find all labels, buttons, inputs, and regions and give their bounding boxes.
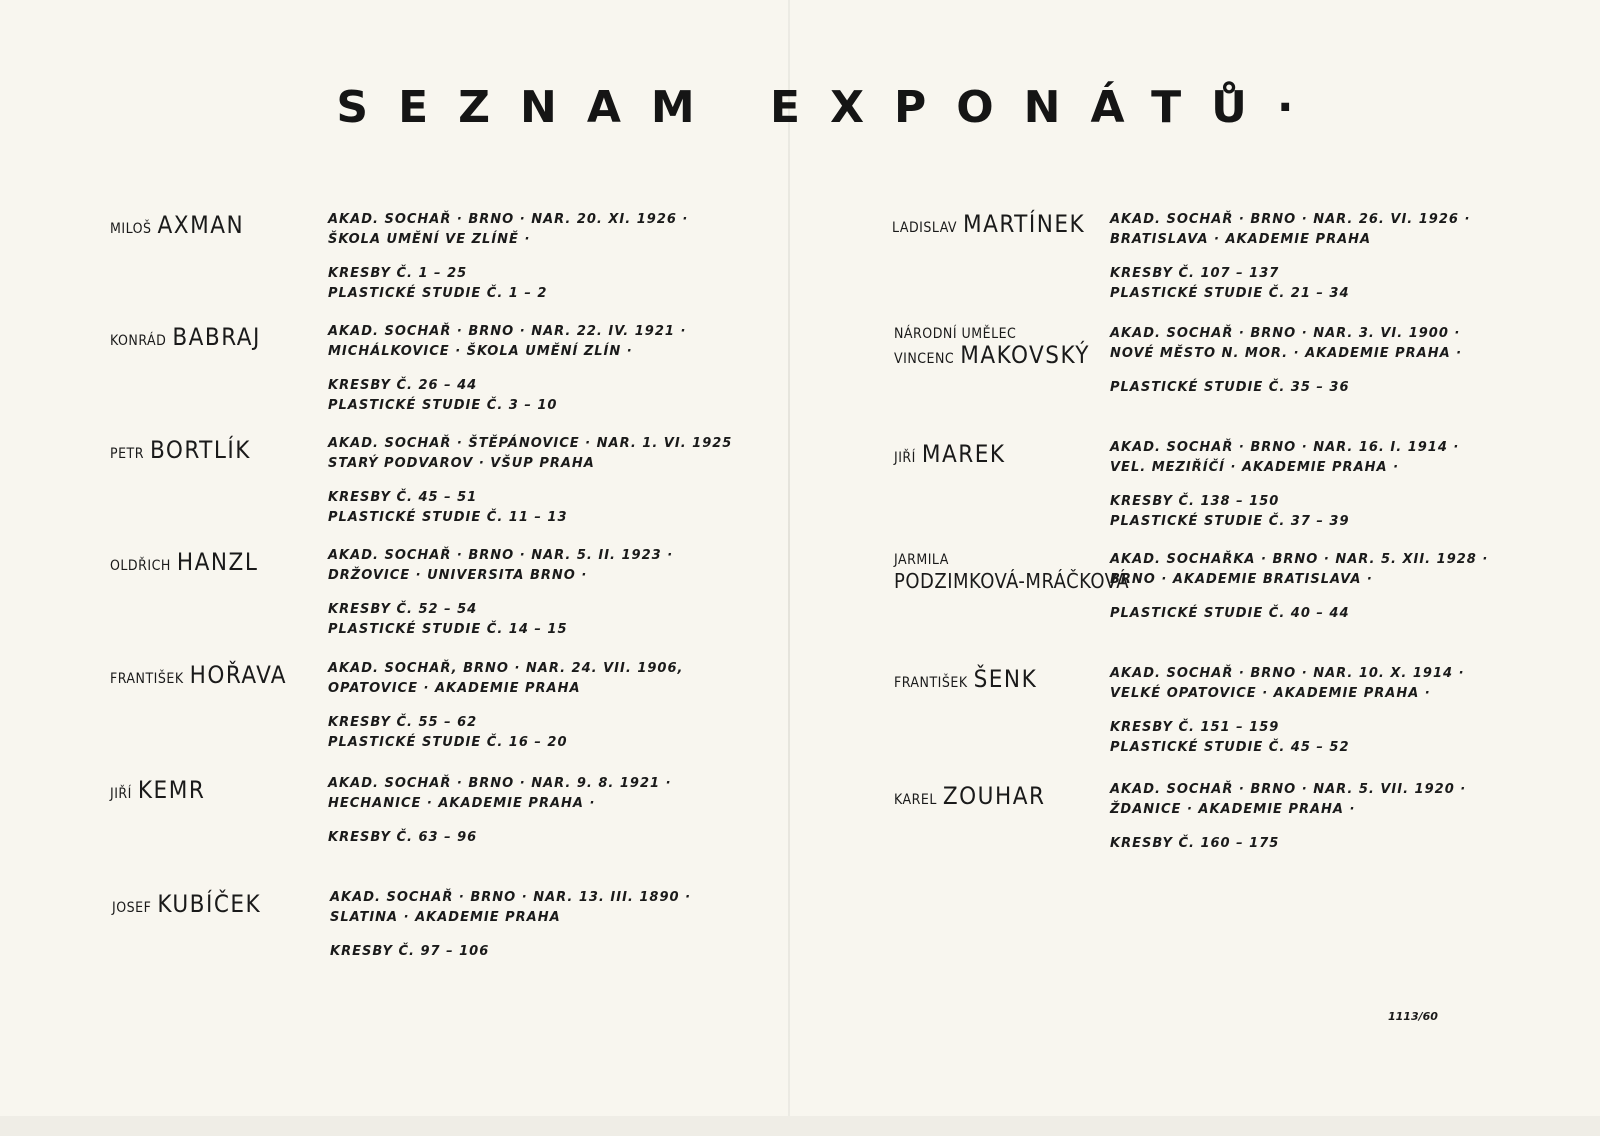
artist-details: AKAD. SOCHAŘ, BRNO · NAR. 24. VII. 1906, OPATOVICE · AKADEMIE PRAHA KRESBY Č. 55 – 62 PLASTICKÉ STUDIE Č. 16 – 20 <box>328 661 684 750</box>
artist-name: KAREL ZOUHAR <box>894 782 1046 810</box>
artist-name: OLDŘICH HANZL <box>110 548 259 576</box>
artist-details: AKAD. SOCHAŘ · BRNO · NAR. 22. IV. 1921 · MICHÁLKOVICE · ŠKOLA UMĚNÍ ZLÍN · KRESBY Č. 26 – 44 PLASTICKÉ STUDIE Č. 3 – 10 <box>328 324 687 413</box>
artist-name: FRANTIŠEK ŠENK <box>894 665 1038 693</box>
artist-details: AKAD. SOCHAŘ · ŠTĚPÁNOVICE · NAR. 1. VI. 1925 STARÝ PODVAROV · VŠUP PRAHA KRESBY Č. 45 – 51 PLASTICKÉ STUDIE Č. 11 – 13 <box>328 436 733 525</box>
print-reference: 1113/60 <box>1388 1010 1438 1023</box>
artist-details: AKAD. SOCHAŘ · BRNO · NAR. 5. VII. 1920 · ŽDANICE · AKADEMIE PRAHA · KRESBY Č. 160 – 175 <box>1110 782 1467 851</box>
artist-details: AKAD. SOCHAŘ · BRNO · NAR. 10. X. 1914 · VELKÉ OPATOVICE · AKADEMIE PRAHA · KRESBY Č. 151 – 159 PLASTICKÉ STUDIE Č. 45 – 52 <box>1110 666 1465 755</box>
bottom-edge <box>0 1116 1600 1136</box>
artist-details: AKAD. SOCHAŘKA · BRNO · NAR. 5. XII. 1928 · BRNO · AKADEMIE BRATISLAVA · PLASTICKÉ STUDIE Č. 40 – 44 <box>1110 552 1489 621</box>
artist-name: MILOŠ AXMAN <box>110 211 245 239</box>
artist-name: PETR BORTLÍK <box>110 436 251 464</box>
artist-details: AKAD. SOCHAŘ · BRNO · NAR. 9. 8. 1921 · HECHANICE · AKADEMIE PRAHA · KRESBY Č. 63 – 96 <box>328 776 672 845</box>
artist-name: LADISLAV MARTÍNEK <box>892 210 1086 238</box>
artist-name: NÁRODNÍ UMĚLEC VINCENC MAKOVSKÝ <box>894 326 1090 369</box>
artist-details: AKAD. SOCHAŘ · BRNO · NAR. 20. XI. 1926 · ŠKOLA UMĚNÍ VE ZLÍNĚ · KRESBY Č. 1 – 25 PLASTICKÉ STUDIE Č. 1 – 2 <box>328 212 689 301</box>
artist-name: JOSEF KUBÍČEK <box>112 890 262 918</box>
artist-details: AKAD. SOCHAŘ · BRNO · NAR. 16. I. 1914 · VEL. MEZIŘÍČÍ · AKADEMIE PRAHA · KRESBY Č. 138 – 150 PLASTICKÉ STUDIE Č. 37 – 39 <box>1110 440 1460 529</box>
artist-details: AKAD. SOCHAŘ · BRNO · NAR. 13. III. 1890 · SLATINA · AKADEMIE PRAHA KRESBY Č. 97 – 106 <box>330 890 692 959</box>
artist-name: JIŘÍ MAREK <box>894 440 1006 468</box>
page-title: SEZNAM EXPONÁTŮ· <box>336 82 1324 133</box>
artist-name: KONRÁD BABRAJ <box>110 323 261 351</box>
artist-name: JARMILA PODZIMKOVÁ-MRÁČKOVÁ <box>894 552 1129 593</box>
artist-name: JIŘÍ KEMR <box>110 776 206 804</box>
artist-details: AKAD. SOCHAŘ · BRNO · NAR. 26. VI. 1926 · BRATISLAVA · AKADEMIE PRAHA KRESBY Č. 107 – 137 PLASTICKÉ STUDIE Č. 21 – 34 <box>1110 212 1471 301</box>
artist-details: AKAD. SOCHAŘ · BRNO · NAR. 3. VI. 1900 · NOVÉ MĚSTO N. MOR. · AKADEMIE PRAHA · PLASTICKÉ STUDIE Č. 35 – 36 <box>1110 326 1463 395</box>
page-fold <box>788 0 790 1136</box>
artist-name: FRANTIŠEK HOŘAVA <box>110 661 288 689</box>
artist-details: AKAD. SOCHAŘ · BRNO · NAR. 5. II. 1923 · DRŽOVICE · UNIVERSITA BRNO · KRESBY Č. 52 – 54 PLASTICKÉ STUDIE Č. 14 – 15 <box>328 548 674 637</box>
